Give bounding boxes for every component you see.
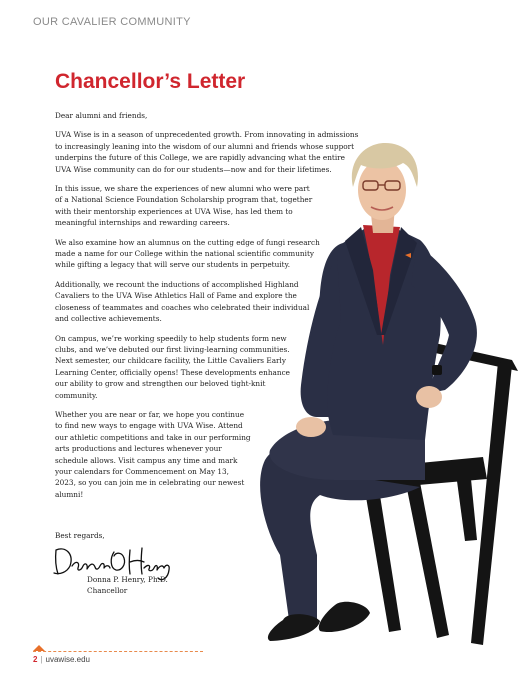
salutation: Dear alumni and friends, — [55, 111, 148, 120]
hand — [296, 417, 326, 437]
signer-title: Chancellor — [87, 586, 128, 595]
shoe — [268, 614, 320, 641]
chancellor-portrait — [225, 135, 527, 657]
signer-block — [87, 574, 168, 596]
page-number: 2 — [33, 655, 38, 664]
letter-paragraph: In this issue, we share the experiences of new alumni who were part of a National Science Foundation Scholarship program that, together with their mentorship experiences at UVA Wise, has led them to meaningful internships and rewarding careers. — [55, 184, 313, 228]
site-url: uvawise.edu — [45, 655, 91, 664]
letter-paragraph: On campus, we’re working speedily to help students form new clubs, and we’ve debuted our first living-learning communities. Next semester, our childcare facility, the Little Cavaliers Early Learning Center, officially opens! These developments enhance our ability to grow and strengthen our beloved tight-knit community. — [55, 333, 290, 400]
letter-paragraph: Additionally, we recount the inductions of accomplished Highland Cavaliers to the UVA Wise Athletics Hall of Fame and explore the closeness of teammates and coaches who celebrated their individual and collective achievements. — [55, 279, 310, 324]
letter-paragraph: Whether you are near or far, we hope you continue to find new ways to engage with UVA Wise. Attend our athletic competitions and take in our performing arts productions and lectures whenever your schedule allows. Visit campus any time and mark your calendars for Commencement on May 13, 2023, so you can join me in celebrating our newest alumni! — [55, 409, 251, 499]
signer-name: Donna P. Henry, Ph.D. — [87, 575, 168, 584]
running-head: OUR CAVALIER COMMUNITY — [33, 16, 191, 28]
letter-paragraph: We also examine how an alumnus on the cutting edge of fungi research made a name for our College within the national scientific community while gifting a legacy that will serve our students in perpetuity. — [55, 237, 320, 270]
footer-separator: | — [40, 655, 43, 664]
hand — [416, 386, 442, 408]
footer-rule — [33, 651, 203, 652]
closing: Best regards, — [55, 531, 105, 540]
page-title: Chancellor’s Letter — [55, 70, 246, 93]
page-footer — [33, 655, 90, 664]
shoe — [319, 602, 370, 632]
letter-paragraph: UVA Wise is in a season of unprecedented growth. From innovating in admissions to increasingly leaning into the wisdom of our alumni and friends whose support underpins the future of this College, we are rapidly advancing what the entire UVA Wise community can do for our students—now and for their lifetimes. — [55, 130, 359, 174]
